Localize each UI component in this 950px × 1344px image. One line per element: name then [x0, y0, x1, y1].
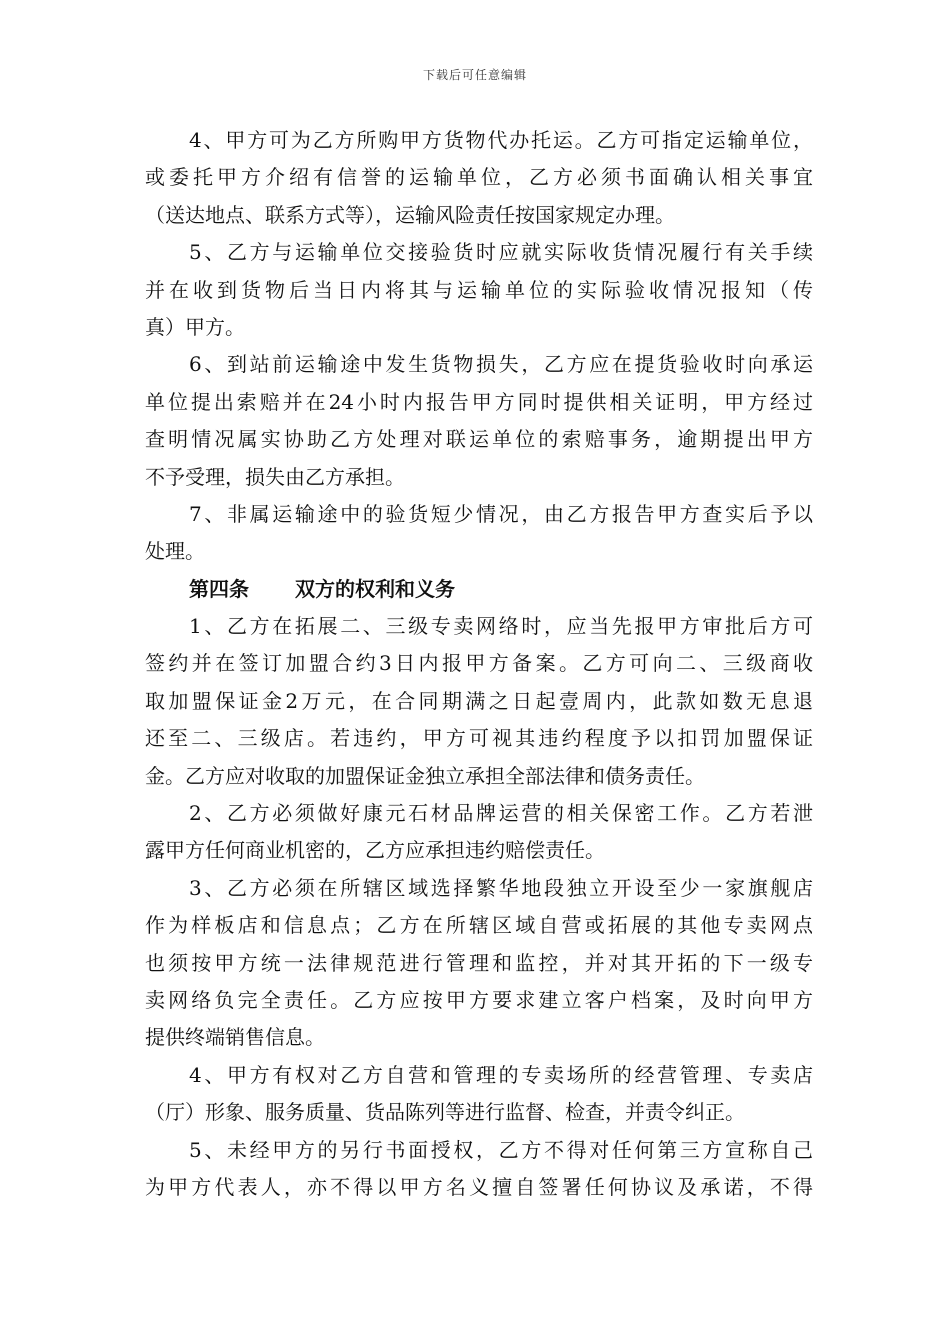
- paragraph-line: 6、到站前运输途中发生货物损失，乙方应在提货验收时向承运: [189, 352, 813, 377]
- paragraph-line: 3、乙方必须在所辖区域选择繁华地段独立开设至少一家旗舰店: [189, 875, 813, 900]
- paragraph-line: 作为样板店和信息点；乙方在所辖区域自营或拓展的其他专卖网点: [145, 913, 813, 938]
- paragraph-line: 为甲方代表人，亦不得以甲方名义擅自签署任何协议及承诺，不得: [145, 1174, 813, 1199]
- paragraph-line: 2、乙方必须做好康元石材品牌运营的相关保密工作。乙方若泄: [189, 801, 813, 826]
- paragraph-line: 取加盟保证金2万元，在合同期满之日起壹周内，此款如数无息退: [145, 688, 813, 713]
- paragraph-line: 1、乙方在拓展二、三级专卖网络时，应当先报甲方审批后方可: [189, 614, 813, 639]
- paragraph-line: 提供终端销售信息。: [145, 1025, 325, 1050]
- section-title: 双方的权利和义务: [295, 576, 455, 601]
- section-number: 第四条: [189, 576, 249, 601]
- document-body: [145, 122, 813, 1206]
- paragraph-line: 4、甲方可为乙方所购甲方货物代办托运。乙方可指定运输单位，: [189, 128, 813, 152]
- paragraph-line: 5、乙方与运输单位交接验货时应就实际收货情况履行有关手续: [189, 240, 813, 265]
- paragraph-line: 5、未经甲方的另行书面授权，乙方不得对任何第三方宣称自己: [189, 1137, 813, 1162]
- page-header-note: 下载后可任意编辑: [422, 68, 527, 82]
- paragraph-line: 7、非属运输途中的验货短少情况，由乙方报告甲方查实后予以: [189, 501, 813, 526]
- paragraph-line: 单位提出索赔并在24小时内报告甲方同时提供相关证明，甲方经过: [145, 389, 813, 414]
- paragraph-line: 不予受理，损失由乙方承担。: [145, 464, 405, 489]
- section-heading: [145, 571, 813, 608]
- paragraph-line: （送达地点、联系方式等），运输风险责任按国家规定办理。: [145, 202, 675, 227]
- paragraph-line: 查明情况属实协助乙方处理对联运单位的索赔事务，逾期提出甲方: [145, 427, 813, 452]
- paragraph-line: 金。乙方应对收取的加盟保证金独立承担全部法律和债务责任。: [145, 763, 705, 788]
- paragraph-line: 处理。: [145, 539, 205, 564]
- paragraph-line: 或委托甲方介绍有信誉的运输单位，乙方必须书面确认相关事宜: [145, 165, 813, 190]
- paragraph-line: 4、甲方有权对乙方自营和管理的专卖场所的经营管理、专卖店: [189, 1062, 813, 1087]
- paragraph-line: 露甲方任何商业机密的，乙方应承担违约赔偿责任。: [145, 838, 605, 863]
- paragraph-line: 签约并在签订加盟合约3日内报甲方备案。乙方可向二、三级商收: [145, 651, 813, 676]
- paragraph-line: 还至二、三级店。若违约，甲方可视其违约程度予以扣罚加盟保证: [145, 726, 813, 751]
- paragraph-line: （厅）形象、服务质量、货品陈列等进行监督、检查，并责令纠正。: [145, 1100, 745, 1125]
- paragraph-line: 也须按甲方统一法律规范进行管理和监控，并对其开拓的下一级专: [145, 950, 813, 975]
- paragraph-line: 卖网络负完全责任。乙方应按甲方要求建立客户档案，及时向甲方: [145, 987, 813, 1012]
- paragraph-line: 真）甲方。: [145, 314, 245, 339]
- paragraph-line: 并在收到货物后当日内将其与运输单位的实际验收情况报知（传: [145, 277, 813, 302]
